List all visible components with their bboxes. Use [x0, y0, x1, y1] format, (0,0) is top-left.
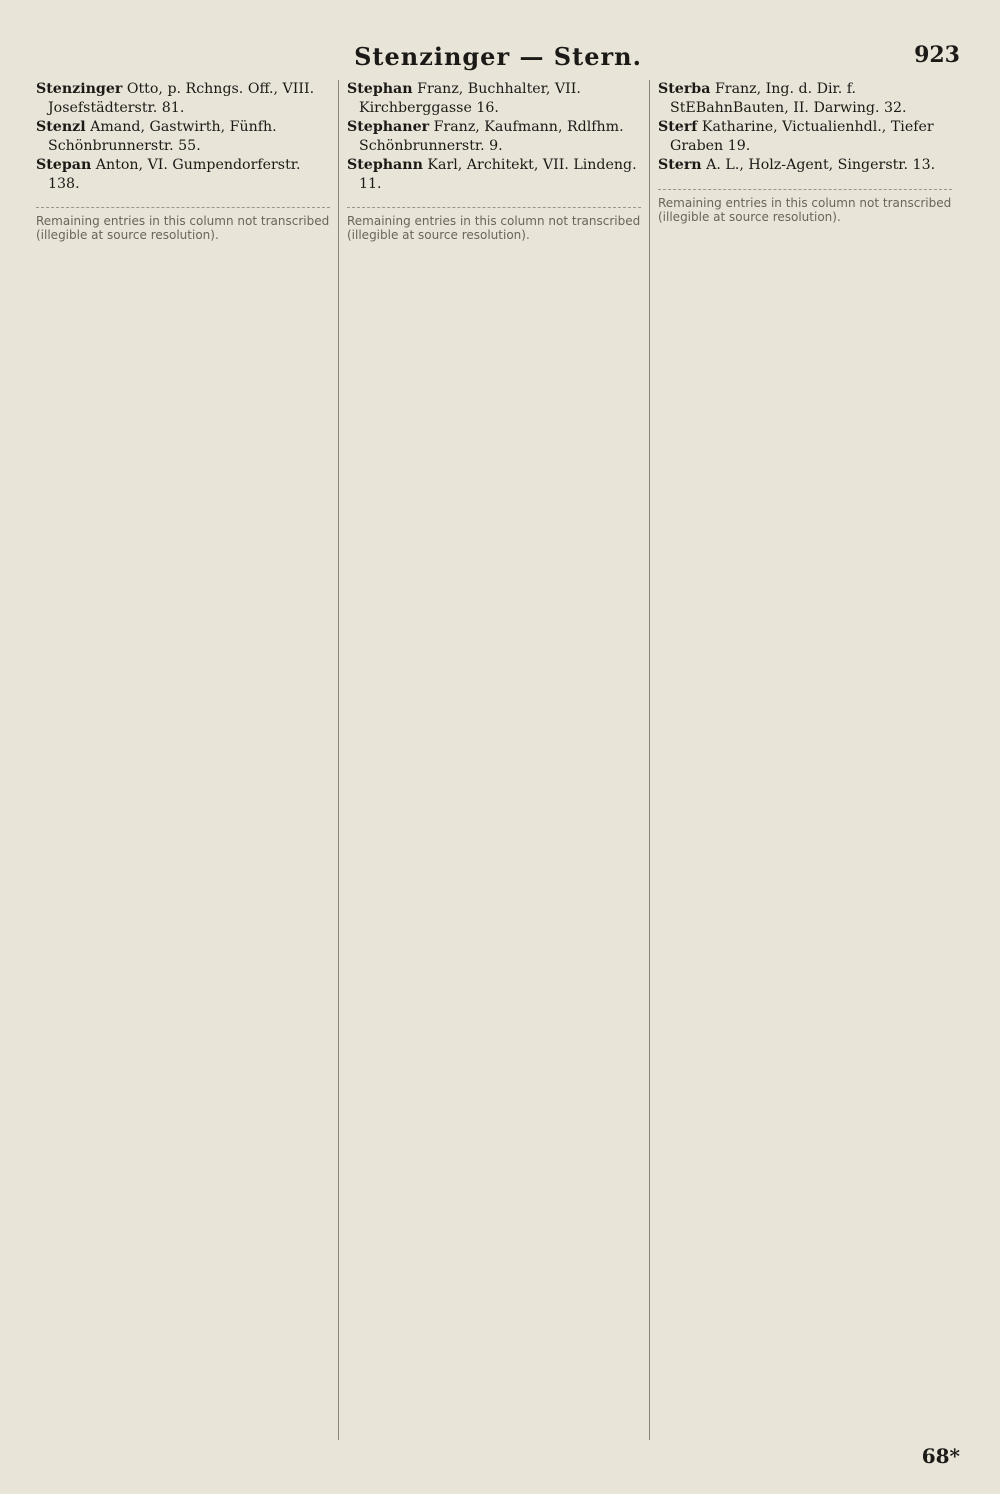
- transcription-note: Remaining entries in this column not transcribed (illegible at source resolution).: [36, 207, 330, 242]
- entry-surname: Stenzinger: [36, 81, 123, 97]
- entry-details: Katharine, Victualienhdl., Tiefer Graben 19.: [670, 118, 934, 154]
- page-header: [36, 38, 960, 78]
- entry-surname: Stephan: [347, 81, 413, 97]
- entry-details: Franz, Kaufmann, Rdlfhm. Schönbrunnerstr. 9.: [359, 118, 624, 154]
- page-number: 923: [914, 42, 960, 68]
- signature-mark: 68*: [921, 1444, 960, 1468]
- directory-entry: [36, 156, 330, 194]
- entry-details: Amand, Gastwirth, Fünfh. Schönbrunnerstr. 55.: [48, 118, 277, 154]
- directory-columns: [36, 80, 960, 1440]
- directory-entry: [347, 80, 641, 118]
- column-3: [649, 80, 960, 1440]
- entry-details: Franz, Buchhalter, VII. Kirchberggasse 16.: [359, 81, 581, 116]
- column-2: [338, 80, 649, 1440]
- directory-entry: [658, 80, 952, 118]
- directory-entry: [36, 118, 330, 156]
- running-head: Stenzinger — Stern.: [354, 42, 642, 71]
- entry-surname: Stephann: [347, 156, 423, 173]
- entry-details: Karl, Architekt, VII. Lindeng. 11.: [359, 156, 637, 192]
- entry-surname: Sterba: [658, 81, 711, 97]
- entry-details: Anton, VI. Gumpendorferstr. 138.: [48, 156, 301, 192]
- entry-surname: Stepan: [36, 156, 92, 173]
- directory-entry: [347, 156, 641, 194]
- entry-surname: Sterf: [658, 118, 698, 135]
- directory-entry: [347, 118, 641, 156]
- directory-entry: [36, 80, 330, 118]
- entry-details: Franz, Ing. d. Dir. f. StEBahnBauten, II. Darwing. 32.: [670, 81, 907, 116]
- entry-surname: Stern: [658, 156, 702, 173]
- entry-surname: Stenzl: [36, 118, 86, 135]
- directory-entry: [658, 118, 952, 156]
- entry-details: Otto, p. Rchngs. Off., VIII. Josefstädterstr. 81.: [48, 81, 315, 116]
- entry-surname: Stephaner: [347, 118, 430, 135]
- column-1: [36, 80, 338, 1440]
- entry-details: A. L., Holz-Agent, Singerstr. 13.: [706, 156, 936, 173]
- transcription-note: Remaining entries in this column not transcribed (illegible at source resolution).: [347, 207, 641, 242]
- directory-entry: [658, 156, 952, 175]
- transcription-note: Remaining entries in this column not transcribed (illegible at source resolution).: [658, 189, 952, 224]
